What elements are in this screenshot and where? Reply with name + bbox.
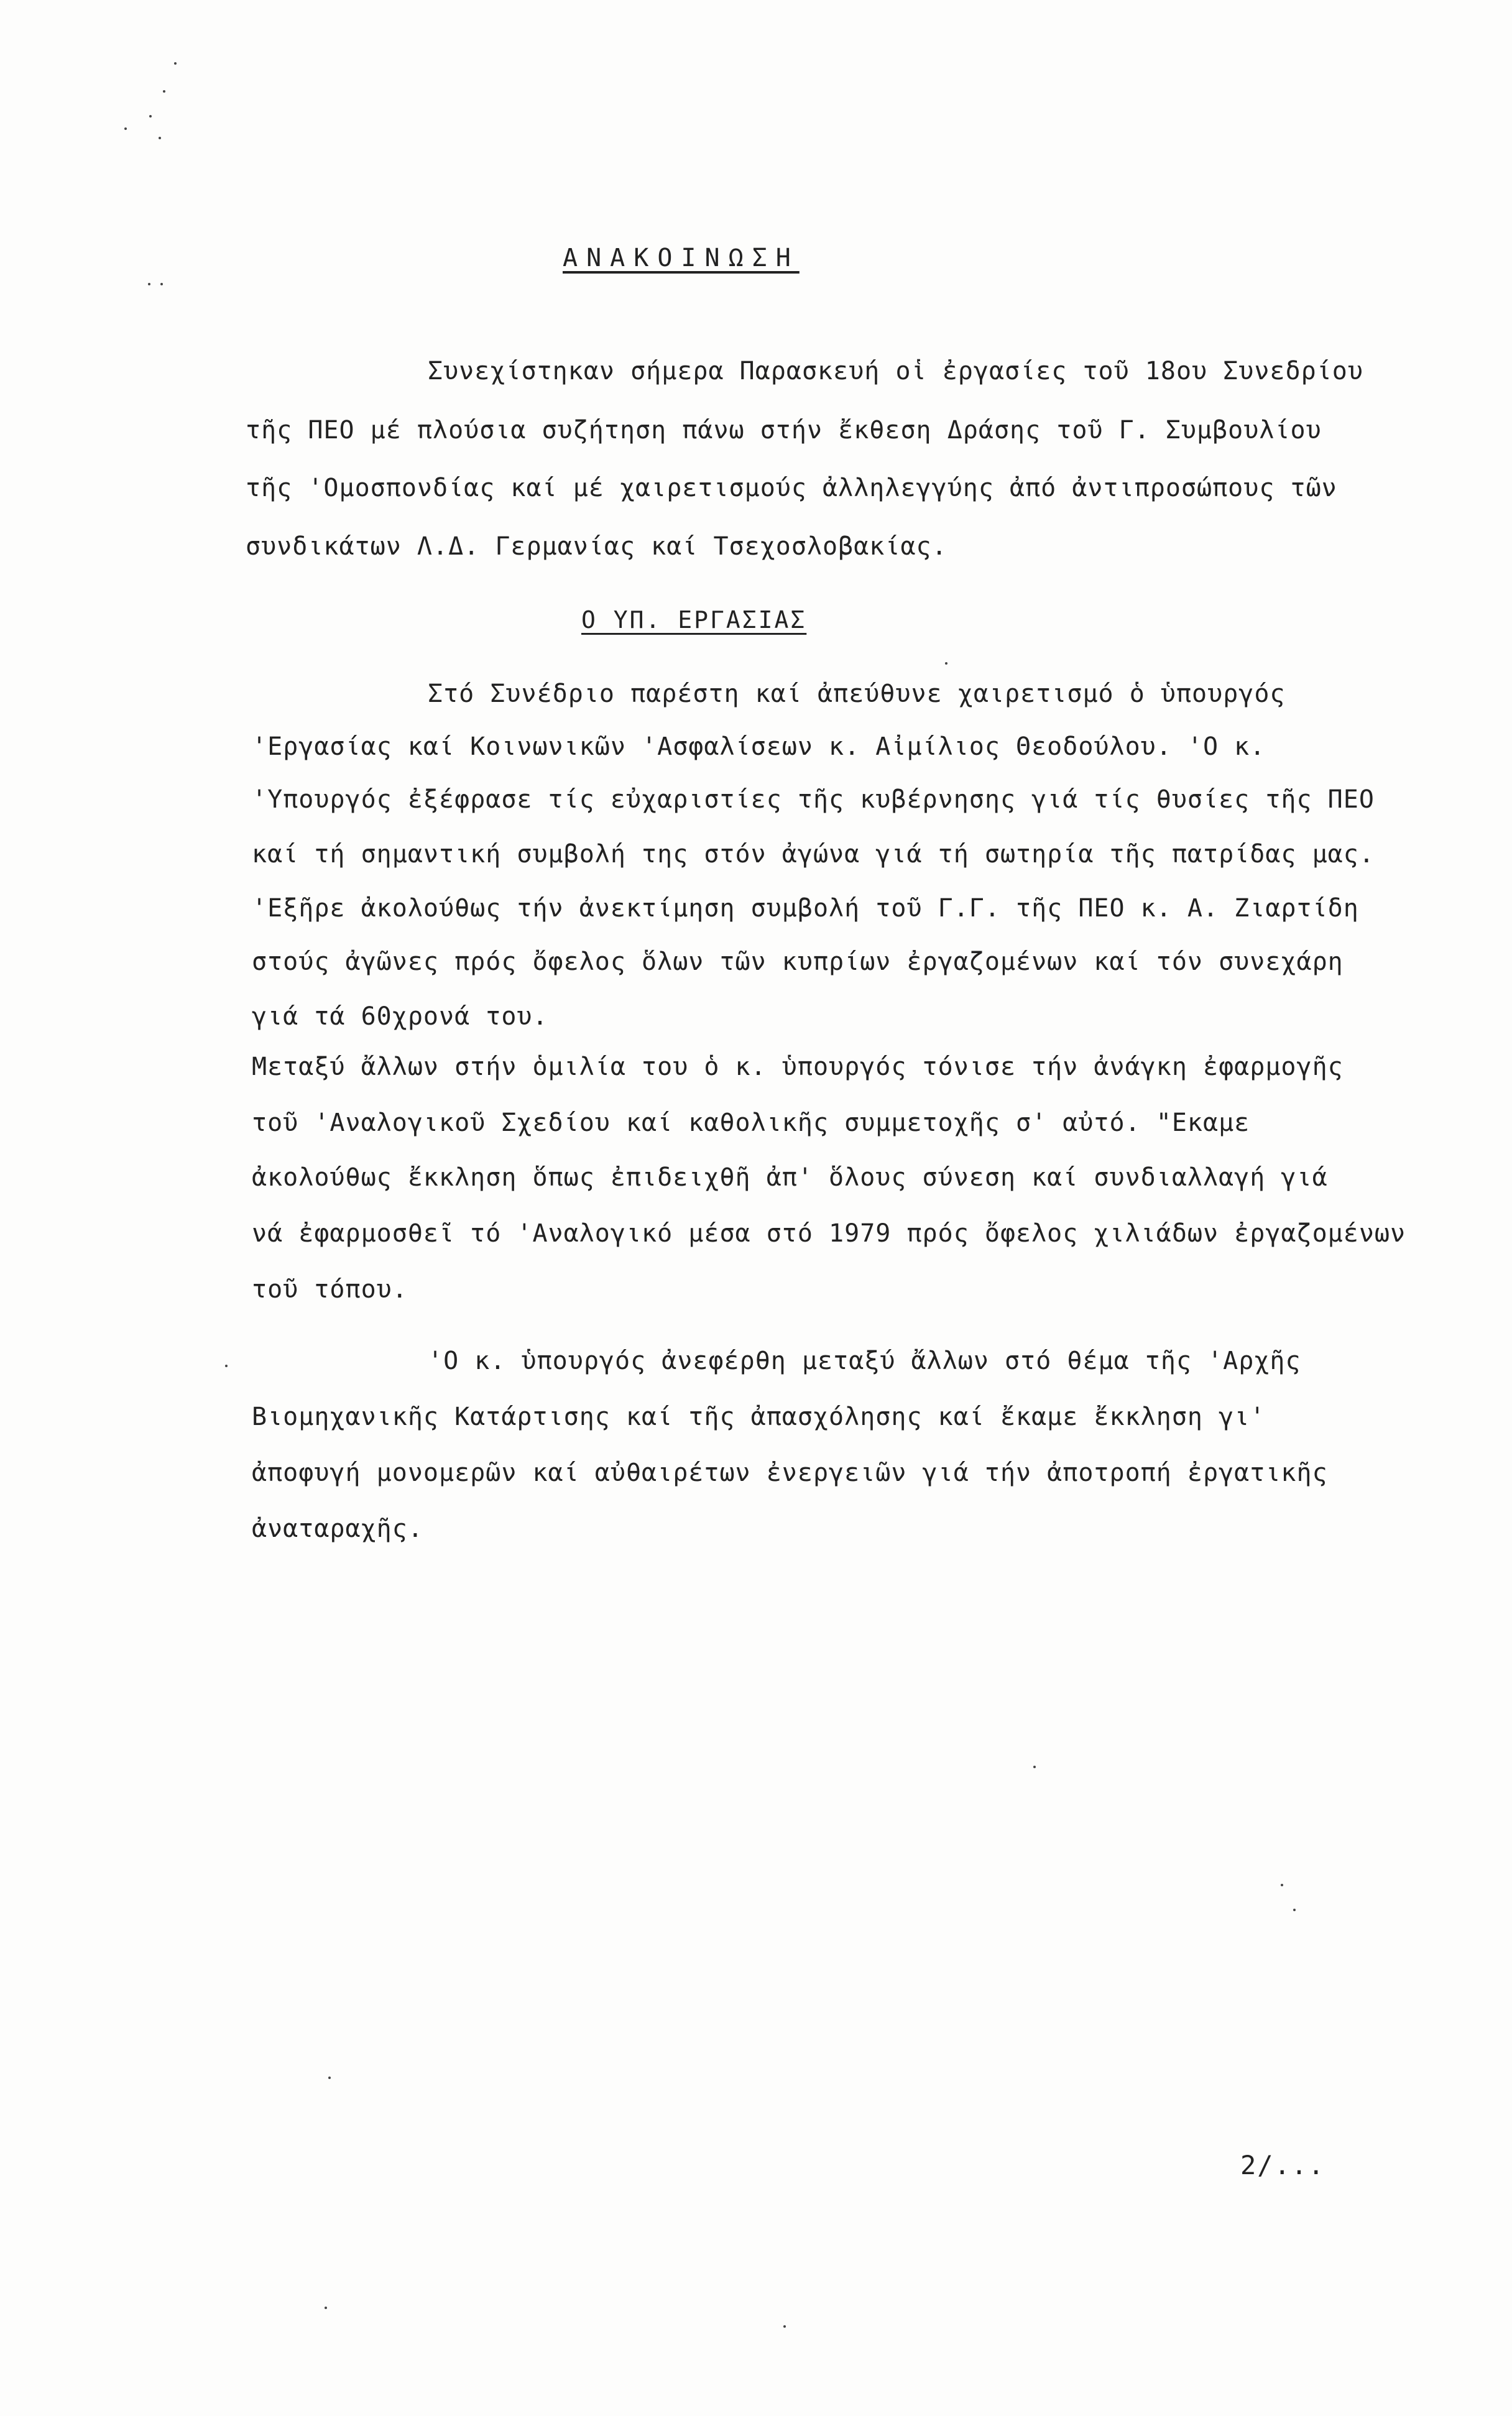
paragraph4-line4: ἀναταραχῆς. bbox=[252, 1515, 423, 1543]
paragraph4-line2: Βιομηχανικῆς Κατάρτισης καί τῆς ἀπασχόλησης καί ἔκαμε ἔκκληση γι' bbox=[252, 1403, 1266, 1431]
paragraph3-line2: τοῦ 'Αναλογικοῦ Σχεδίου καί καθολικῆς συμμετοχῆς σ' αὐτό. "Εκαμε bbox=[252, 1109, 1250, 1137]
paragraph1-line3: τῆς 'Ομοσπονδίας καί μέ χαιρετισμούς ἀλληλεγγύης ἀπό ἀντιπροσώπους τῶν bbox=[246, 474, 1337, 502]
paragraph4-line1: 'Ο κ. ὑπουργός ἀνεφέρθη μεταξύ ἄλλων στό θέμα τῆς 'Αρχῆς bbox=[428, 1347, 1301, 1375]
paragraph2-line3: 'Υπουργός ἐξέφρασε τίς εὐχαριστίες τῆς κυβέρνησης γιά τίς θυσίες τῆς ΠΕΟ bbox=[252, 785, 1375, 814]
scan-speck bbox=[325, 2307, 327, 2309]
scan-speck bbox=[163, 90, 165, 93]
scan-speck bbox=[174, 62, 177, 65]
scan-speck bbox=[160, 283, 163, 285]
paragraph1-line2: τῆς ΠΕΟ μέ πλούσια συζήτηση πάνω στήν ἔκθεση Δράσης τοῦ Γ. Συμβουλίου bbox=[246, 416, 1322, 445]
paragraph2-line2: 'Εργασίας καί Κοινωνικῶν 'Ασφαλίσεων κ. Αἰμίλιος Θεοδούλου. 'Ο κ. bbox=[252, 732, 1266, 761]
document-title: ΑΝΑΚΟΙΝΩΣΗ bbox=[563, 244, 800, 272]
scan-speck bbox=[148, 283, 150, 285]
paragraph3-line1: Μεταξύ ἄλλων στήν ὁμιλία του ὁ κ. ὑπουργός τόνισε τήν ἀνάγκη ἐφαρμογῆς bbox=[252, 1053, 1344, 1081]
scan-speck bbox=[225, 1365, 228, 1367]
paragraph2-line5: 'Εξῆρε ἀκολούθως τήν ἀνεκτίμηση συμβολή τοῦ Γ.Γ. τῆς ΠΕΟ κ. Α. Ζιαρτίδη bbox=[252, 894, 1359, 923]
paragraph3-line5: τοῦ τόπου. bbox=[252, 1275, 408, 1304]
page-number: 2/... bbox=[1240, 2150, 1325, 2180]
paragraph2-line4: καί τή σημαντική συμβολή της στόν ἀγώνα γιά τή σωτηρία τῆς πατρίδας μας. bbox=[252, 840, 1375, 869]
scan-speck bbox=[783, 2325, 786, 2328]
paragraph3-line3: ἀκολούθως ἔκκληση ὅπως ἐπιδειχθῆ ἀπ' ὅλους σύνεση καί συνδιαλλαγή γιά bbox=[252, 1163, 1328, 1192]
section-subtitle: Ο ΥΠ. ΕΡΓΑΣΙΑΣ bbox=[581, 606, 807, 634]
scan-speck bbox=[328, 2077, 331, 2079]
scan-speck bbox=[149, 115, 152, 118]
paragraph2-line6: στούς ἀγῶνες πρός ὄφελος ὅλων τῶν κυπρίων ἐργαζομένων καί τόν συνεχάρη bbox=[252, 947, 1344, 976]
scan-speck bbox=[1281, 1884, 1283, 1886]
scan-speck bbox=[159, 137, 161, 139]
paragraph1-line4: συνδικάτων Λ.Δ. Γερμανίας καί Τσεχοσλοβακίας. bbox=[246, 532, 947, 561]
paragraph3-line4: νά ἐφαρμοσθεῖ τό 'Αναλογικό μέσα στό 1979 πρός ὄφελος χιλιάδων ἐργαζομένων bbox=[252, 1219, 1406, 1248]
scan-speck bbox=[945, 662, 947, 665]
paragraph2-line1: Στό Συνέδριο παρέστη καί ἀπεύθυνε χαιρετισμό ὁ ὑπουργός bbox=[428, 680, 1286, 708]
paragraph4-line3: ἀποφυγή μονομερῶν καί αὐθαιρέτων ἐνεργειῶν γιά τήν ἀποτροπή ἐργατικῆς bbox=[252, 1459, 1328, 1487]
paragraph2-line7: γιά τά 60χρονά του. bbox=[252, 1002, 548, 1031]
scan-speck bbox=[124, 127, 127, 130]
scan-speck bbox=[1293, 1909, 1296, 1911]
paragraph1-line1: Συνεχίστηκαν σήμερα Παρασκευή οἱ ἐργασίες τοῦ 18ου Συνεδρίου bbox=[428, 357, 1363, 385]
scan-speck bbox=[1033, 1766, 1036, 1768]
